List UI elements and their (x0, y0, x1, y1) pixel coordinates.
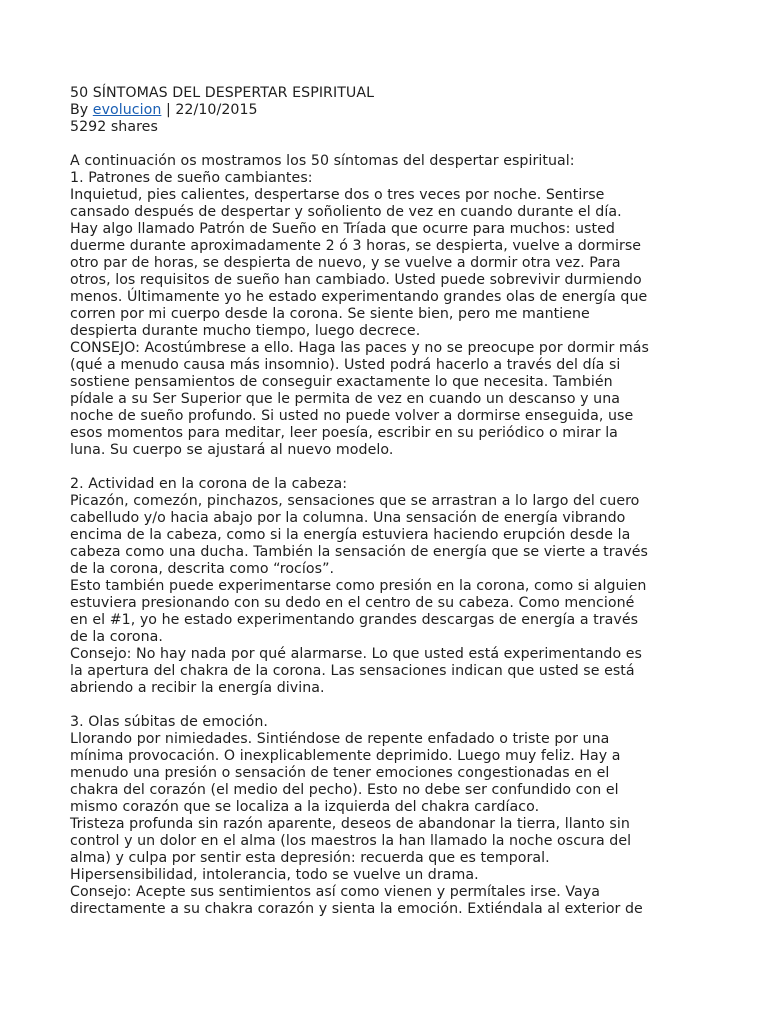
text-line: la apertura del chakra de la corona. Las sensaciones indican que usted se está (70, 663, 635, 679)
section-body (70, 187, 710, 459)
intro-text: A continuación os mostramos los 50 síntomas del despertar espiritual: (70, 153, 575, 169)
document-page (70, 85, 710, 918)
text-line: cabelludo y/o hacia abajo por la columna. Una sensación de energía vibrando (70, 510, 626, 526)
text-line: duerme durante aproximadamente 2 ó 3 horas, se despierta, vuelve a dormirse (70, 238, 642, 254)
text-line: Inquietud, pies calientes, despertarse dos o tres veces por noche. Sentirse (70, 187, 605, 203)
text-line: de la corona, descrita como “rocíos”. (70, 561, 335, 577)
text-line: abriendo a recibir la energía divina. (70, 680, 325, 696)
text-line: despierta durante mucho tiempo, luego decrece. (70, 323, 421, 339)
text-line: Hipersensibilidad, intolerancia, todo se vuelve un drama. (70, 867, 479, 883)
text-line: chakra del corazón (el medio del pecho). Esto no debe ser confundido con el (70, 782, 619, 798)
text-line: menudo una presión o sensación de tener emociones congestionadas en el (70, 765, 610, 781)
byline-prefix: By (70, 102, 93, 118)
share-count: 5292 shares (70, 119, 158, 135)
spacer (70, 697, 710, 714)
text-line: cansado después de despertar y soñoliento de vez en cuando durante el día. (70, 204, 622, 220)
text-line: (qué a menudo causa más insomnio). Usted podrá hacerlo a través del día si (70, 357, 621, 373)
text-line: mínima provocación. O inexplicablemente deprimido. Luego muy feliz. Hay a (70, 748, 621, 764)
text-line: directamente a su chakra corazón y sienta la emoción. Extiéndala al exterior de (70, 901, 643, 917)
section-heading: 1. Patrones de sueño cambiantes: (70, 170, 313, 186)
section-heading: 3. Olas súbitas de emoción. (70, 714, 268, 730)
publish-date: 22/10/2015 (175, 102, 258, 118)
text-line: Consejo: Acepte sus sentimientos así como vienen y permítales irse. Vaya (70, 884, 600, 900)
text-line: menos. Últimamente yo he estado experimentando grandes olas de energía que (70, 289, 648, 305)
section-body (70, 493, 710, 697)
text-line: en el #1, yo he estado experimentando grandes descargas de energía a través (70, 612, 639, 628)
text-line: control y un dolor en el alma (los maestros la han llamado la noche oscura del (70, 833, 632, 849)
byline-separator: | (161, 102, 176, 118)
text-line: Consejo: No hay nada por qué alarmarse. Lo que usted está experimentando es (70, 646, 642, 662)
text-line: otros, los requisitos de sueño han cambiado. Usted puede sobrevivir durmiendo (70, 272, 642, 288)
text-line: de la corona. (70, 629, 163, 645)
text-line: Picazón, comezón, pinchazos, sensaciones que se arrastran a lo largo del cuero (70, 493, 640, 509)
spacer (70, 459, 710, 476)
text-line: encima de la cabeza, como si la energía estuviera haciendo erupción desde la (70, 527, 631, 543)
section-heading: 2. Actividad en la corona de la cabeza: (70, 476, 348, 492)
text-line: esos momentos para meditar, leer poesía, escribir en su periódico o mirar la (70, 425, 618, 441)
spacer (70, 136, 710, 153)
text-line: Hay algo llamado Patrón de Sueño en Tríada que ocurre para muchos: usted (70, 221, 615, 237)
text-line: luna. Su cuerpo se ajustará al nuevo modelo. (70, 442, 394, 458)
text-line: Llorando por nimiedades. Sintiéndose de repente enfadado o triste por una (70, 731, 610, 747)
text-line: CONSEJO: Acostúmbrese a ello. Haga las paces y no se preocupe por dormir más (70, 340, 649, 356)
document-title: 50 SÍNTOMAS DEL DESPERTAR ESPIRITUAL (70, 85, 375, 101)
text-line: noche de sueño profundo. Si usted no puede volver a dormirse enseguida, use (70, 408, 634, 424)
text-line: corren por mi cuerpo desde la corona. Se siente bien, pero me mantiene (70, 306, 590, 322)
text-line: otro par de horas, se despierta de nuevo, y se vuelve a dormir otra vez. Para (70, 255, 621, 271)
byline (70, 102, 710, 119)
text-line: sostiene pensamientos de conseguir exactamente lo que necesita. También (70, 374, 613, 390)
author-link[interactable]: evolucion (92, 102, 162, 118)
text-line: pídale a su Ser Superior que le permita de vez en cuando un descanso y una (70, 391, 620, 407)
text-line: mismo corazón que se localiza a la izquierda del chakra cardíaco. (70, 799, 540, 815)
text-line: Tristeza profunda sin razón aparente, deseos de abandonar la tierra, llanto sin (70, 816, 630, 832)
text-line: estuviera presionando con su dedo en el centro de su cabeza. Como mencioné (70, 595, 635, 611)
text-line: Esto también puede experimentarse como presión en la corona, como si alguien (70, 578, 647, 594)
text-line: cabeza como una ducha. También la sensación de energía que se vierte a través (70, 544, 648, 560)
section-body (70, 731, 710, 918)
text-line: alma) y culpa por sentir esta depresión: recuerda que es temporal. (70, 850, 550, 866)
